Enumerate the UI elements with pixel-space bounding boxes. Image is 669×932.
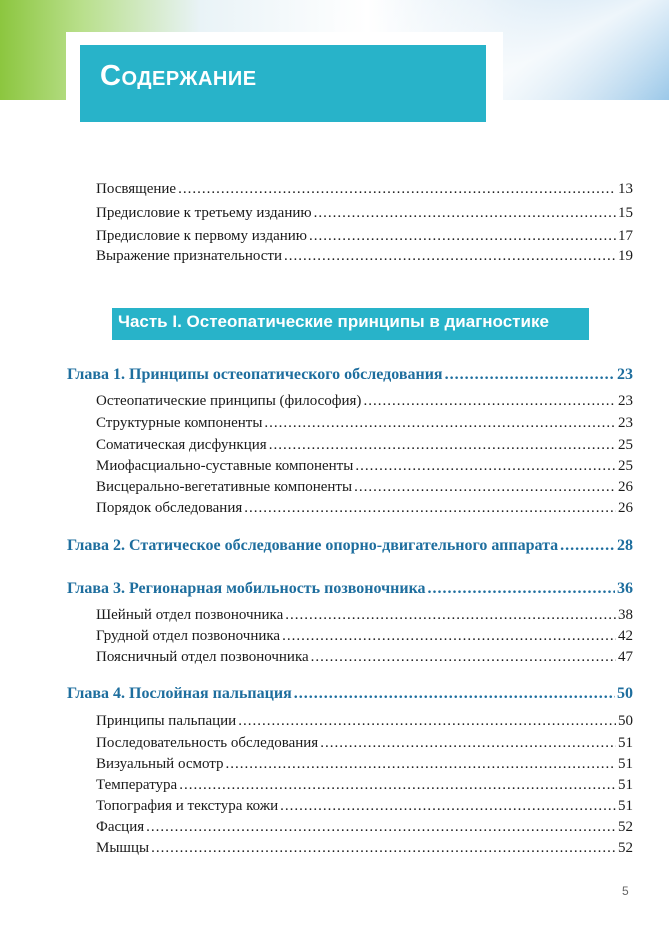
chapter-title: Глава 1. Принципы остеопатического обследования <box>67 366 443 383</box>
toc-entry-page: 51 <box>618 798 633 814</box>
toc-chapter[interactable] <box>67 366 633 384</box>
chapter-page: 23 <box>617 366 633 383</box>
toc-entry-page: 42 <box>618 628 633 644</box>
toc-entry[interactable] <box>96 479 633 496</box>
toc-entry-page: 19 <box>618 248 633 264</box>
chapter-page: 50 <box>617 685 633 702</box>
toc-entry[interactable] <box>96 248 633 265</box>
toc-leader-dots <box>280 798 616 815</box>
toc-leader-dots <box>238 713 616 730</box>
toc-entry-page: 26 <box>618 479 633 495</box>
toc-entry-label: Последовательность обследования <box>96 735 319 751</box>
chapter-page: 28 <box>617 537 633 554</box>
toc-leader-dots <box>354 479 616 496</box>
chapter-title: Глава 3. Регионарная мобильность позвоночника <box>67 580 426 597</box>
toc-entry-page: 23 <box>618 393 633 409</box>
toc-leader-dots <box>294 685 615 703</box>
toc-entry-label: Шейный отдел позвоночника <box>96 607 284 623</box>
toc-entry[interactable] <box>96 500 633 517</box>
toc-entry-label: Температура <box>96 777 178 793</box>
toc-entry[interactable] <box>96 735 633 752</box>
toc-entry-label: Предисловие к первому изданию <box>96 228 308 244</box>
toc-entry-label: Принципы пальпации <box>96 713 237 729</box>
toc-leader-dots <box>285 607 616 624</box>
toc-chapter[interactable] <box>67 537 633 555</box>
toc-entry[interactable] <box>96 713 633 730</box>
chapter-title: Глава 2. Статическое обследование опорно-двигательного аппарата <box>67 537 559 554</box>
toc-entry-label: Выражение признательности <box>96 248 282 264</box>
toc-leader-dots <box>320 735 616 752</box>
toc-entry-label: Визуальный осмотр <box>96 756 224 772</box>
toc-entry[interactable] <box>96 819 633 836</box>
page-title: Содержание <box>100 60 257 92</box>
toc-entry[interactable] <box>96 649 633 666</box>
toc-chapter[interactable] <box>67 685 633 703</box>
toc-leader-dots <box>179 777 616 794</box>
toc-entry-page: 23 <box>618 415 633 431</box>
toc-entry-label: Грудной отдел позвоночника <box>96 628 281 644</box>
toc-entry[interactable] <box>96 205 633 222</box>
toc-leader-dots <box>355 458 616 475</box>
toc-entry-label: Структурные компоненты <box>96 415 263 431</box>
part-title: Часть I. Остеопатические принципы в диагностике <box>118 312 549 331</box>
toc-leader-dots <box>244 500 616 517</box>
toc-leader-dots <box>363 393 616 410</box>
chapter-title: Глава 4. Послойная пальпация <box>67 685 292 702</box>
toc-entry-label: Фасция <box>96 819 145 835</box>
toc-entry[interactable] <box>96 458 633 475</box>
page-number: 5 <box>622 884 629 898</box>
toc-entry-page: 51 <box>618 756 633 772</box>
toc-leader-dots <box>264 415 616 432</box>
toc-leader-dots <box>282 628 616 645</box>
toc-entry-page: 17 <box>618 228 633 244</box>
toc-leader-dots <box>428 580 615 598</box>
toc-entry-label: Предисловие к третьему изданию <box>96 205 312 221</box>
toc-entry-label: Миофасциально-суставные компоненты <box>96 458 354 474</box>
toc-leader-dots <box>226 756 616 773</box>
toc-entry-label: Топография и текстура кожи <box>96 798 279 814</box>
toc-entry-page: 26 <box>618 500 633 516</box>
toc-leader-dots <box>314 205 616 222</box>
toc-entry[interactable] <box>96 437 633 454</box>
toc-chapter[interactable] <box>67 580 633 598</box>
toc-entry-page: 38 <box>618 607 633 623</box>
toc-entry-label: Висцерально-вегетативные компоненты <box>96 479 353 495</box>
toc-entry-label: Мышцы <box>96 840 150 856</box>
toc-entry[interactable] <box>96 415 633 432</box>
toc-leader-dots <box>146 819 616 836</box>
toc-entry-page: 51 <box>618 735 633 751</box>
toc-entry[interactable] <box>96 607 633 624</box>
toc-leader-dots <box>560 537 615 555</box>
toc-leader-dots <box>178 181 616 198</box>
toc-entry[interactable] <box>96 840 633 857</box>
toc-entry-page: 13 <box>618 181 633 197</box>
toc-entry-label: Посвящение <box>96 181 177 197</box>
toc-entry-page: 51 <box>618 777 633 793</box>
toc-entry-page: 15 <box>618 205 633 221</box>
toc-entry[interactable] <box>96 798 633 815</box>
toc-entry[interactable] <box>96 628 633 645</box>
toc-entry[interactable] <box>96 756 633 773</box>
toc-entry-page: 47 <box>618 649 633 665</box>
toc-entry[interactable] <box>96 393 633 410</box>
toc-entry-page: 52 <box>618 840 633 856</box>
toc-entry-page: 50 <box>618 713 633 729</box>
chapter-page: 36 <box>617 580 633 597</box>
toc-entry-label: Поясничный отдел позвоночника <box>96 649 309 665</box>
toc-entry[interactable] <box>96 181 633 198</box>
toc-entry-label: Остеопатические принципы (философия) <box>96 393 362 409</box>
toc-entry[interactable] <box>96 777 633 794</box>
toc-entry[interactable] <box>96 228 633 245</box>
toc-entry-label: Соматическая дисфункция <box>96 437 267 453</box>
toc-leader-dots <box>445 366 615 384</box>
toc-leader-dots <box>284 248 616 265</box>
toc-entry-page: 52 <box>618 819 633 835</box>
toc-leader-dots <box>269 437 616 454</box>
toc-leader-dots <box>309 228 616 245</box>
toc-entry-page: 25 <box>618 458 633 474</box>
toc-leader-dots <box>311 649 616 666</box>
toc-entry-label: Порядок обследования <box>96 500 243 516</box>
toc-entry-page: 25 <box>618 437 633 453</box>
toc-leader-dots <box>151 840 616 857</box>
